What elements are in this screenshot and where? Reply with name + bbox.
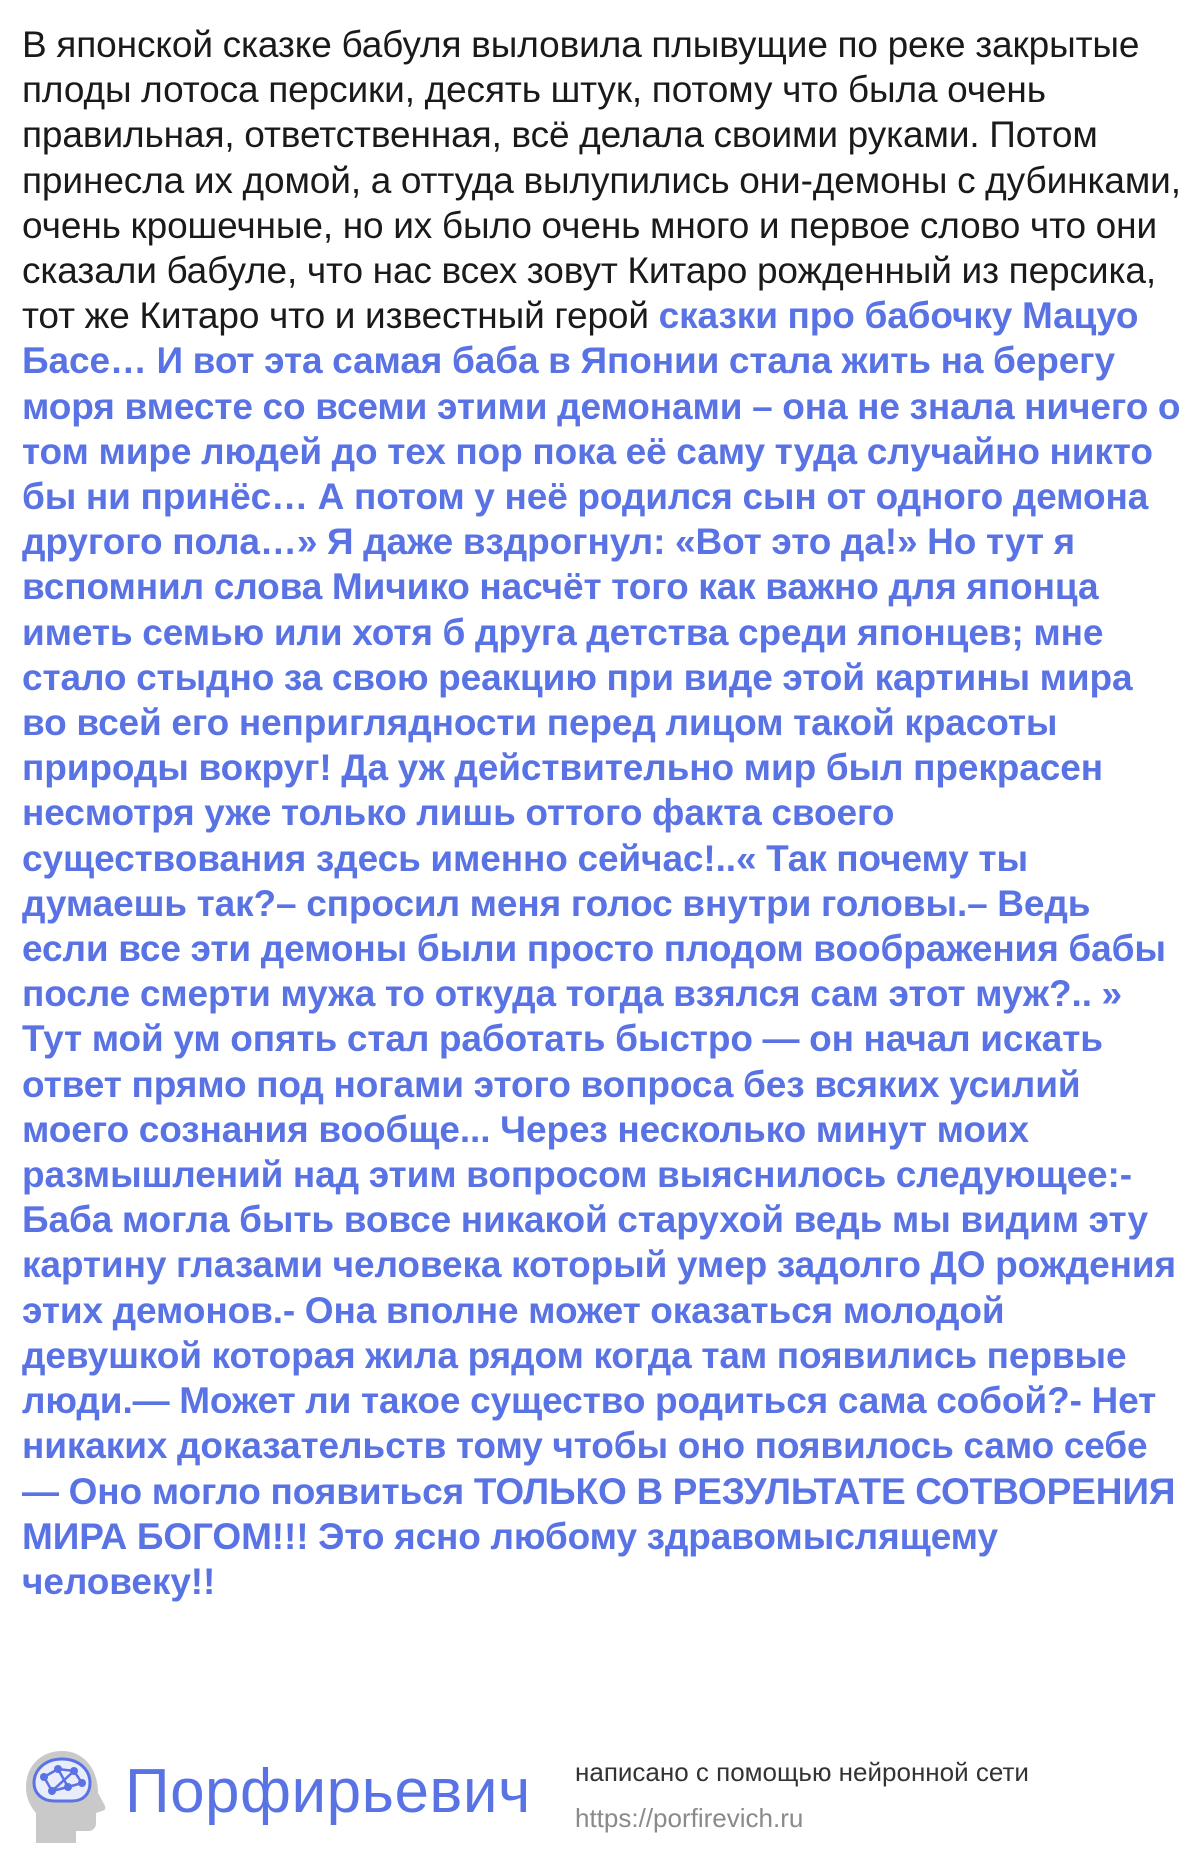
credit-text: написано с помощью нейронной сети — [575, 1757, 1029, 1787]
prompt-text: В японской сказке бабуля выловила плывущие по реке закрытые плоды лотоса персики, десять штук, потому что была очень правильная, ответственная, всё делала своими руками. Потом принесла их домой, а оттуда вылупились они-демоны с дубинками, очень крошечные, но их было очень много и первое слово что они сказали бабуле, что нас всех зовут Китаро рожденный из персика, тот же Китаро что и известный герой — [22, 24, 1181, 337]
generated-text: сказки про бабочку Мацуо Басе… И вот эта самая баба в Японии стала жить на берегу моря вместе со всеми этими демонами – она не знала ничего о том мире людей до тех пор пока её саму туда случайно никто бы ни принёс… А потом у неё родился сын от одного демона другого пола…» Я даже вздрогнул: «Вот это да!» Но тут я вспомнил слова Мичико насчёт того как важно для японца иметь семью или хотя б друга детства среди японцев; мне стало стыдно за свою реакцию при виде этой картины мира во всей его неприглядности перед лицом такой красоты природы вокруг! Да уж действительно мир был прекрасен несмотря уже только лишь оттого факта своего существования здесь именно сейчас!..« Так почему ты думаешь так?– спросил меня голос внутри головы.– Ведь если все эти демоны были просто плодом воображения бабы после смерти мужа то откуда тогда взялся сам этот муж?.. » Тут мой ум опять стал работать быстро — он начал искать ответ прямо под ногами этого вопроса без всяких усилий моего сознания вообще... Через несколько минут моих размышлений над этим вопросом выяснилось следующее:- Баба могла быть вовсе никакой старухой ведь мы видим эту картину глазами человека который умер задолго ДО рождения этих демонов.- Она вполне может оказаться молодой девушкой которая жила рядом когда там появились первые люди.— Может ли такое существо родиться сама собой?- Нет никаких доказательств тому чтобы оно появилось само себе— Оно могло появиться ТОЛЬКО В РЕЗУЛЬТАТЕ СОТВОРЕНИЯ МИРА БОГОМ!!! Это ясно любому здравомыслящему человеку!! — [22, 295, 1181, 1602]
brain-head-icon — [22, 1747, 117, 1847]
footer — [0, 1735, 1202, 1861]
site-url: https://porfirevich.ru — [575, 1803, 804, 1833]
story-text — [22, 22, 1182, 1604]
brand-name: Порфирьевич — [125, 1757, 531, 1826]
